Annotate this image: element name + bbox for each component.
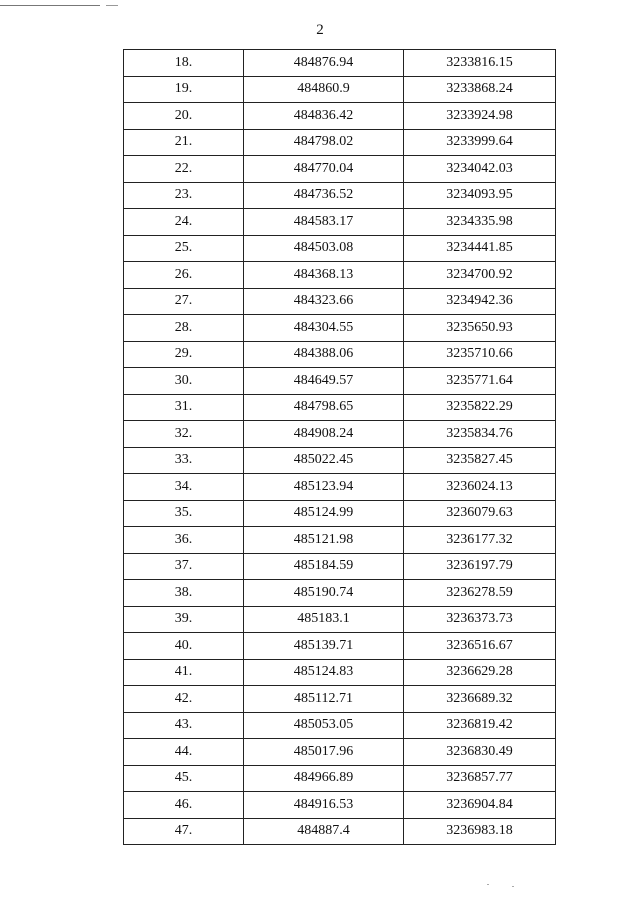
point-number-cell: 42. (124, 686, 244, 713)
point-number-cell: 26. (124, 262, 244, 289)
table-row (124, 580, 556, 607)
table-row (124, 792, 556, 819)
point-number-cell: 47. (124, 818, 244, 845)
table-row (124, 262, 556, 289)
y-coordinate-cell: 3236830.49 (404, 739, 556, 766)
x-coordinate-cell: 485124.99 (244, 500, 404, 527)
y-coordinate-cell: 3236177.32 (404, 527, 556, 554)
point-number-cell: 31. (124, 394, 244, 421)
y-coordinate-cell: 3236857.77 (404, 765, 556, 792)
x-coordinate-cell: 484770.04 (244, 156, 404, 183)
table-row (124, 633, 556, 660)
point-number-cell: 27. (124, 288, 244, 315)
y-coordinate-cell: 3236024.13 (404, 474, 556, 501)
point-number-cell: 41. (124, 659, 244, 686)
table-row (124, 103, 556, 130)
point-number-cell: 19. (124, 76, 244, 103)
point-number-cell: 34. (124, 474, 244, 501)
page-number: 2 (316, 22, 324, 38)
x-coordinate-cell: 484798.02 (244, 129, 404, 156)
y-coordinate-cell: 3233868.24 (404, 76, 556, 103)
table-row (124, 182, 556, 209)
x-coordinate-cell: 485022.45 (244, 447, 404, 474)
table-row (124, 712, 556, 739)
y-coordinate-cell: 3233924.98 (404, 103, 556, 130)
table-row (124, 209, 556, 236)
y-coordinate-cell: 3234042.03 (404, 156, 556, 183)
scan-edge-line (0, 5, 100, 6)
y-coordinate-cell: 3235710.66 (404, 341, 556, 368)
y-coordinate-cell: 3233999.64 (404, 129, 556, 156)
x-coordinate-cell: 484304.55 (244, 315, 404, 342)
coordinates-table-body (124, 50, 556, 845)
y-coordinate-cell: 3236629.28 (404, 659, 556, 686)
table-row (124, 686, 556, 713)
point-number-cell: 22. (124, 156, 244, 183)
y-coordinate-cell: 3234700.92 (404, 262, 556, 289)
x-coordinate-cell: 484388.06 (244, 341, 404, 368)
y-coordinate-cell: 3234942.36 (404, 288, 556, 315)
y-coordinate-cell: 3236373.73 (404, 606, 556, 633)
x-coordinate-cell: 484916.53 (244, 792, 404, 819)
y-coordinate-cell: 3236278.59 (404, 580, 556, 607)
y-coordinate-cell: 3235834.76 (404, 421, 556, 448)
point-number-cell: 35. (124, 500, 244, 527)
table-row (124, 50, 556, 77)
y-coordinate-cell: 3233816.15 (404, 50, 556, 77)
point-number-cell: 38. (124, 580, 244, 607)
y-coordinate-cell: 3236689.32 (404, 686, 556, 713)
point-number-cell: 25. (124, 235, 244, 262)
x-coordinate-cell: 484860.9 (244, 76, 404, 103)
point-number-cell: 29. (124, 341, 244, 368)
point-number-cell: 21. (124, 129, 244, 156)
x-coordinate-cell: 484966.89 (244, 765, 404, 792)
y-coordinate-cell: 3235822.29 (404, 394, 556, 421)
table-row (124, 368, 556, 395)
scan-speck (512, 886, 514, 887)
point-number-cell: 44. (124, 739, 244, 766)
point-number-cell: 18. (124, 50, 244, 77)
table-row (124, 527, 556, 554)
point-number-cell: 30. (124, 368, 244, 395)
y-coordinate-cell: 3235650.93 (404, 315, 556, 342)
point-number-cell: 39. (124, 606, 244, 633)
x-coordinate-cell: 485112.71 (244, 686, 404, 713)
point-number-cell: 45. (124, 765, 244, 792)
table-row (124, 553, 556, 580)
table-row (124, 421, 556, 448)
x-coordinate-cell: 484736.52 (244, 182, 404, 209)
table-row (124, 235, 556, 262)
point-number-cell: 46. (124, 792, 244, 819)
x-coordinate-cell: 484876.94 (244, 50, 404, 77)
y-coordinate-cell: 3236516.67 (404, 633, 556, 660)
table-row (124, 341, 556, 368)
point-number-cell: 37. (124, 553, 244, 580)
y-coordinate-cell: 3234441.85 (404, 235, 556, 262)
table-row (124, 765, 556, 792)
x-coordinate-cell: 484798.65 (244, 394, 404, 421)
table-row (124, 156, 556, 183)
table-row (124, 129, 556, 156)
x-coordinate-cell: 485124.83 (244, 659, 404, 686)
scan-edge-line (106, 5, 118, 6)
x-coordinate-cell: 485184.59 (244, 553, 404, 580)
x-coordinate-cell: 485183.1 (244, 606, 404, 633)
table-row (124, 315, 556, 342)
point-number-cell: 36. (124, 527, 244, 554)
y-coordinate-cell: 3234335.98 (404, 209, 556, 236)
x-coordinate-cell: 485017.96 (244, 739, 404, 766)
x-coordinate-cell: 485121.98 (244, 527, 404, 554)
x-coordinate-cell: 484887.4 (244, 818, 404, 845)
coordinates-table (123, 49, 556, 845)
table-row (124, 288, 556, 315)
point-number-cell: 20. (124, 103, 244, 130)
point-number-cell: 28. (124, 315, 244, 342)
x-coordinate-cell: 485139.71 (244, 633, 404, 660)
table-row (124, 394, 556, 421)
x-coordinate-cell: 484908.24 (244, 421, 404, 448)
x-coordinate-cell: 484368.13 (244, 262, 404, 289)
x-coordinate-cell: 485190.74 (244, 580, 404, 607)
x-coordinate-cell: 484836.42 (244, 103, 404, 130)
table-row (124, 447, 556, 474)
x-coordinate-cell: 484323.66 (244, 288, 404, 315)
table-row (124, 76, 556, 103)
x-coordinate-cell: 484583.17 (244, 209, 404, 236)
x-coordinate-cell: 485053.05 (244, 712, 404, 739)
y-coordinate-cell: 3236197.79 (404, 553, 556, 580)
scan-speck (487, 884, 489, 885)
point-number-cell: 43. (124, 712, 244, 739)
table-row (124, 474, 556, 501)
y-coordinate-cell: 3236904.84 (404, 792, 556, 819)
point-number-cell: 24. (124, 209, 244, 236)
y-coordinate-cell: 3235827.45 (404, 447, 556, 474)
table-row (124, 818, 556, 845)
x-coordinate-cell: 484503.08 (244, 235, 404, 262)
point-number-cell: 33. (124, 447, 244, 474)
table-row (124, 500, 556, 527)
point-number-cell: 23. (124, 182, 244, 209)
x-coordinate-cell: 485123.94 (244, 474, 404, 501)
y-coordinate-cell: 3234093.95 (404, 182, 556, 209)
point-number-cell: 32. (124, 421, 244, 448)
y-coordinate-cell: 3236079.63 (404, 500, 556, 527)
x-coordinate-cell: 484649.57 (244, 368, 404, 395)
table-row (124, 739, 556, 766)
y-coordinate-cell: 3235771.64 (404, 368, 556, 395)
table-row (124, 659, 556, 686)
y-coordinate-cell: 3236983.18 (404, 818, 556, 845)
table-row (124, 606, 556, 633)
point-number-cell: 40. (124, 633, 244, 660)
y-coordinate-cell: 3236819.42 (404, 712, 556, 739)
